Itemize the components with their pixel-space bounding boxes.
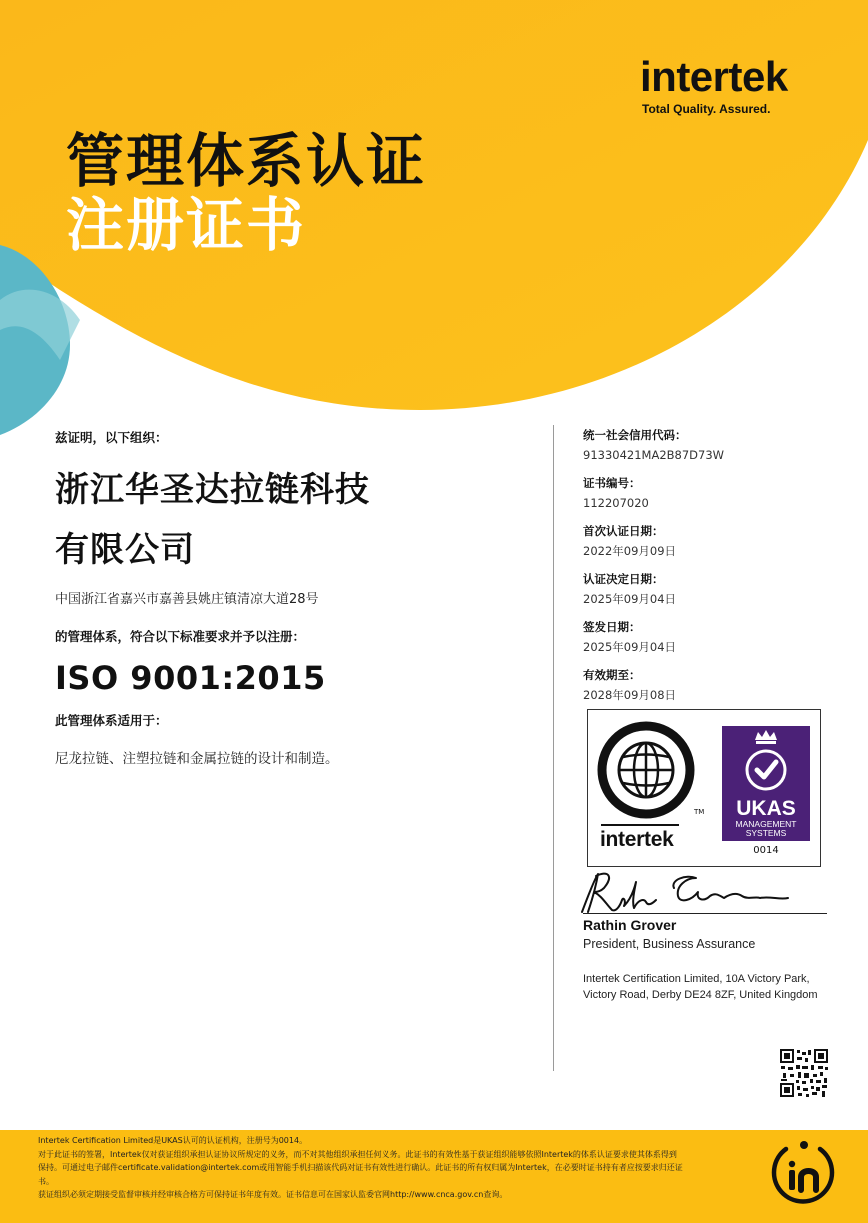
certificate-title-line2: 注册证书 <box>66 191 307 259</box>
decision-date-value: 2025年09月04日 <box>583 592 677 606</box>
first-certification-label: 首次认证日期： <box>583 524 664 538</box>
signatory-name: Rathin Grover <box>583 917 677 933</box>
iso-arc-text: ISO 9001:2015 <box>618 728 674 747</box>
footer-line-3: 保持。可通过电子邮件certificate.validation@intertek.com或用智能手机扫描该代码对证书有效性进行确认。此证书的所有权归属为Intertek，在必要时证书持有者应按要求归还证 <box>38 1163 683 1172</box>
footer-line-2: 对于此证书的签署，Intertek仅对获证组织承担认证协议所规定的义务，而不对其他组织承担任何义务。此证书的有效性基于获证组织能够依照Intertek的体系认证要求使其体系得到 <box>38 1149 677 1159</box>
issuer-address: Intertek Certification Limited, 10A Victory Park, Victory Road, Derby DE24 8ZF, United Kingdom <box>583 973 818 1001</box>
iso-certification-mark <box>596 720 696 820</box>
credit-code-value: 91330421MA2B87D73W <box>583 448 725 462</box>
certificate-number-value: 112207020 <box>583 496 649 510</box>
signatory-title: President, Business Assurance <box>583 937 756 951</box>
footer-line-1: Intertek Certification Limited是UKAS认可的认证机构，注册号为0014。 <box>38 1136 308 1145</box>
footer-line-4: 书。 <box>38 1176 54 1186</box>
issue-date-value: 2025年09月04日 <box>583 640 677 654</box>
ukas-subtitle <box>722 820 810 838</box>
ukas-logo <box>722 726 810 841</box>
organization-name-line2: 有限公司 <box>55 530 195 570</box>
standard-name: ISO 9001:2015 <box>55 659 326 697</box>
ukas-accreditation-number: 0014 <box>753 845 779 856</box>
intertek-circle-mark-icon <box>768 1137 838 1207</box>
footer-notes <box>38 1134 738 1202</box>
credit-code-label: 统一社会信用代码： <box>583 428 687 442</box>
mark-underline <box>601 824 679 826</box>
crown-check-icon <box>722 726 810 798</box>
certificate-details <box>583 425 843 713</box>
signature-image <box>574 866 804 916</box>
brand-name: intertek <box>640 53 788 100</box>
first-certification-value: 2022年09月09日 <box>583 544 677 558</box>
footer-line-5: 获证组织必须定期接受监督审核并经审核合格方可保持证书年度有效。证书信息可在国家认监委官网http://www.cnca.gov.cn查询。 <box>38 1190 508 1199</box>
scope-text: 尼龙拉链、注塑拉链和金属拉链的设计和制造。 <box>55 751 339 767</box>
certification-arc-text: CERTIFICATION <box>621 793 671 809</box>
certifies-label: 兹证明，以下组织： <box>55 430 168 445</box>
organization-name-line1: 浙江华圣达拉链科技 <box>55 470 370 510</box>
ukas-subtitle-line2: SYSTEMS <box>745 828 787 838</box>
column-divider <box>553 425 554 1071</box>
qr-code[interactable] <box>780 1049 828 1097</box>
intertek-logo <box>640 53 788 116</box>
certificate-body <box>55 428 535 767</box>
certificate-number-label: 证书编号： <box>583 476 641 490</box>
intertek-mark-text: intertek <box>600 828 674 851</box>
scope-label: 此管理体系适用于： <box>55 713 168 728</box>
trademark-symbol: TM <box>694 808 705 816</box>
certificate-title-line1: 管理体系认证 <box>66 127 427 195</box>
conformity-label: 的管理体系，符合以下标准要求并予以注册： <box>55 629 306 644</box>
organization-address: 中国浙江省嘉兴市嘉善县姚庄镇清凉大道28号 <box>55 592 319 607</box>
issue-date-label: 签发日期： <box>583 620 641 634</box>
brand-tagline: Total Quality. Assured. <box>642 102 771 116</box>
expiry-date-value: 2028年09月08日 <box>583 688 677 702</box>
ukas-subtitle-line1: MANAGEMENT <box>735 819 797 829</box>
expiry-date-label: 有效期至： <box>583 668 641 682</box>
decision-date-label: 认证决定日期： <box>583 572 664 586</box>
signature-line <box>583 913 827 914</box>
ukas-name: UKAS <box>736 797 796 820</box>
